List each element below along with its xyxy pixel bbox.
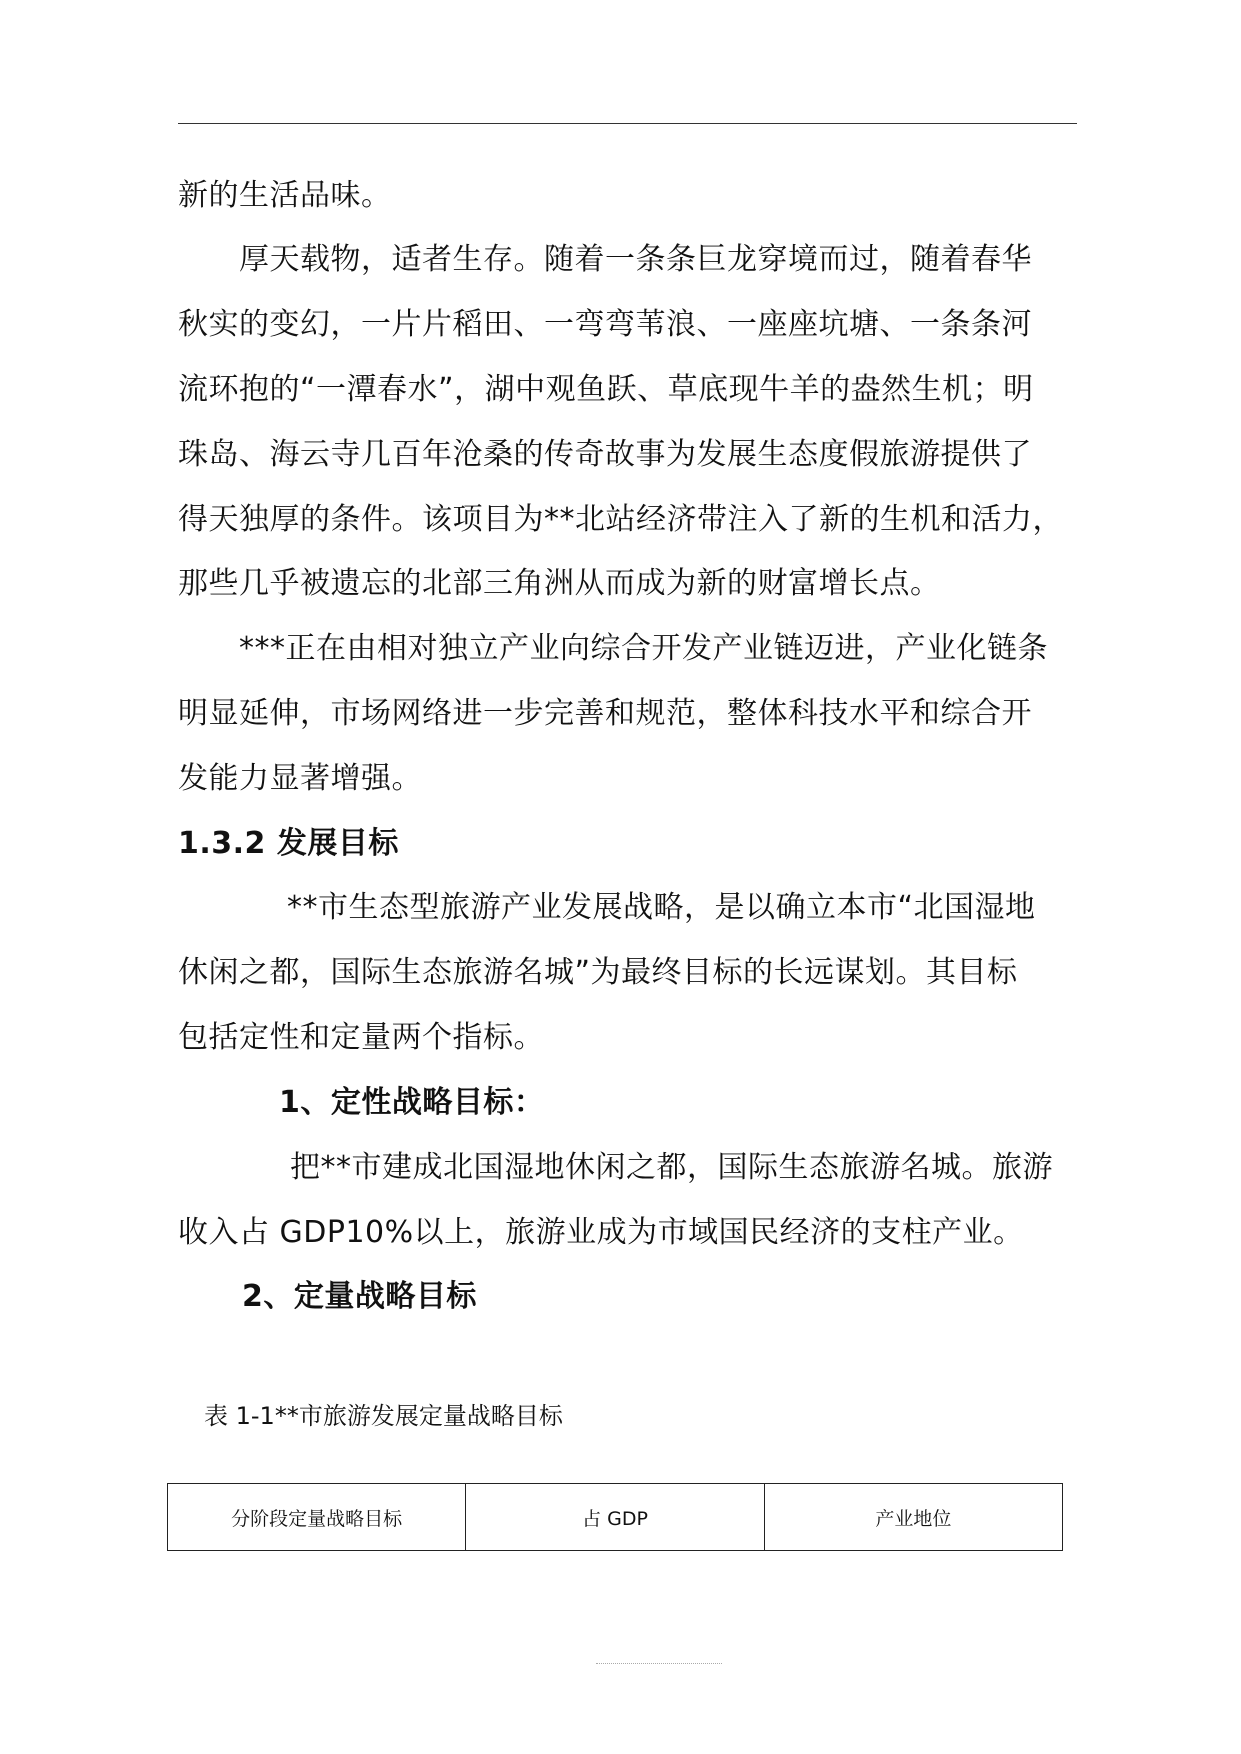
paragraph-line: 珠岛、海云寺几百年沧桑的传奇故事为发展生态度假旅游提供了 <box>178 437 1032 472</box>
paragraph-line: 流环抱的“一潭春水”，湖中观鱼跃、草底现牛羊的盎然生机；明 <box>178 372 1034 407</box>
header-rule <box>178 123 1077 124</box>
paragraph-line: 收入占 GDP10%以上，旅游业成为市域国民经济的支柱产业。 <box>178 1215 1024 1250</box>
paragraph-line: 那些几乎被遗忘的北部三角洲从而成为新的财富增长点。 <box>178 566 941 601</box>
table-header-cell: 分阶段定量战略目标 <box>168 1484 466 1551</box>
footer-dotted-line <box>596 1663 722 1664</box>
paragraph-line: 包括定性和定量两个指标。 <box>178 1020 544 1055</box>
paragraph-line: 新的生活品味。 <box>178 178 392 213</box>
strategy-table <box>167 1483 1063 1551</box>
subheading-quantitative: 2、定量战略目标 <box>242 1279 477 1314</box>
section-heading: 1.3.2 发展目标 <box>178 826 399 861</box>
subheading-qualitative: 1、定性战略目标： <box>279 1085 545 1120</box>
table-header-cell: 产业地位 <box>764 1484 1062 1551</box>
paragraph-line: 发能力显著增强。 <box>178 761 422 796</box>
paragraph-line: 休闲之都，国际生态旅游名城”为最终目标的长远谋划。其目标 <box>178 955 1018 990</box>
paragraph-line: ***正在由相对独立产业向综合开发产业链迈进，产业化链条 <box>239 631 1048 666</box>
table-header-row <box>168 1484 1063 1551</box>
table-header-cell: 占 GDP <box>466 1484 764 1551</box>
paragraph-line: 得天独厚的条件。该项目为**北站经济带注入了新的生机和活力， <box>178 502 1063 537</box>
paragraph-line: 把**市建成北国湿地休闲之都，国际生态旅游名城。旅游 <box>290 1150 1053 1185</box>
paragraph-line: 厚天载物，适者生存。随着一条条巨龙穿境而过，随着春华 <box>239 242 1032 277</box>
table-caption: 表 1-1**市旅游发展定量战略目标 <box>204 1402 563 1430</box>
paragraph-line: 明显延伸，市场网络进一步完善和规范，整体科技水平和综合开 <box>178 696 1032 731</box>
paragraph-line: 秋实的变幻，一片片稻田、一弯弯苇浪、一座座坑塘、一条条河 <box>178 307 1032 342</box>
paragraph-line: **市生态型旅游产业发展战略，是以确立本市“北国湿地 <box>287 890 1036 925</box>
